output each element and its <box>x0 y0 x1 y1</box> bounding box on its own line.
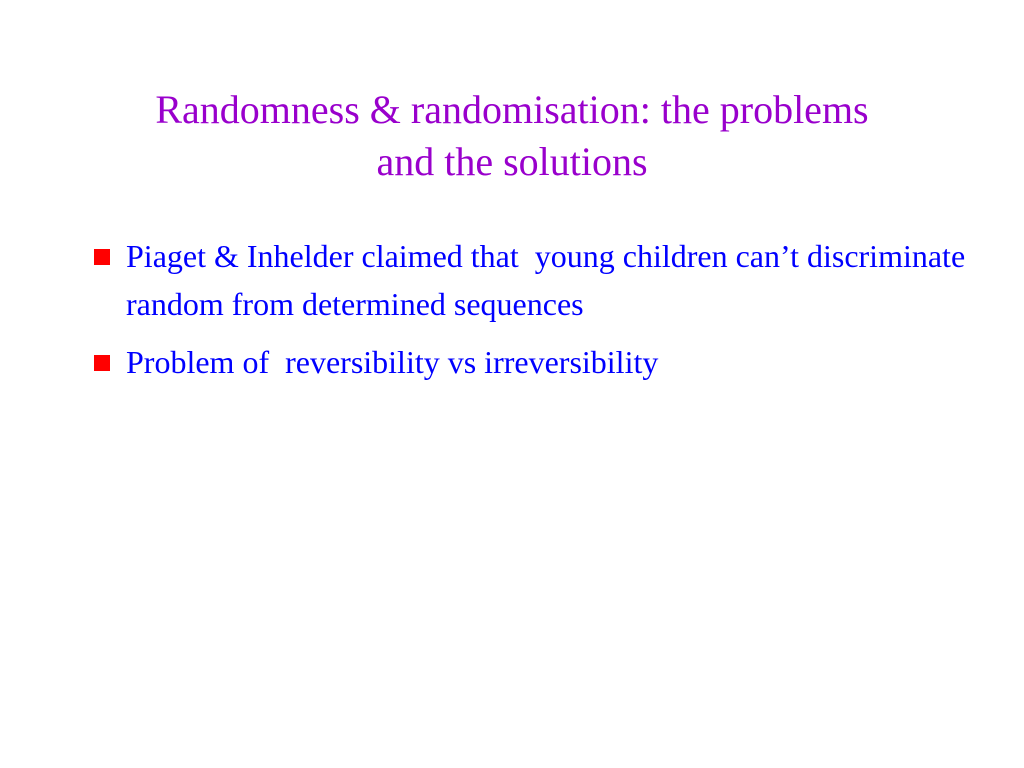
bullet-list <box>90 232 974 396</box>
red-square-bullet-icon <box>94 249 110 265</box>
slide-title: Randomness & randomisation: the problems and the solutions <box>155 87 869 184</box>
red-square-bullet-icon <box>94 355 110 371</box>
bullet-text: Piaget & Inhelder claimed that young children can’t discriminate random from determined sequences <box>126 238 974 322</box>
bullet-item <box>90 232 974 328</box>
bullet-item <box>90 338 970 386</box>
bullet-text: Problem of reversibility vs irreversibility <box>126 344 659 380</box>
